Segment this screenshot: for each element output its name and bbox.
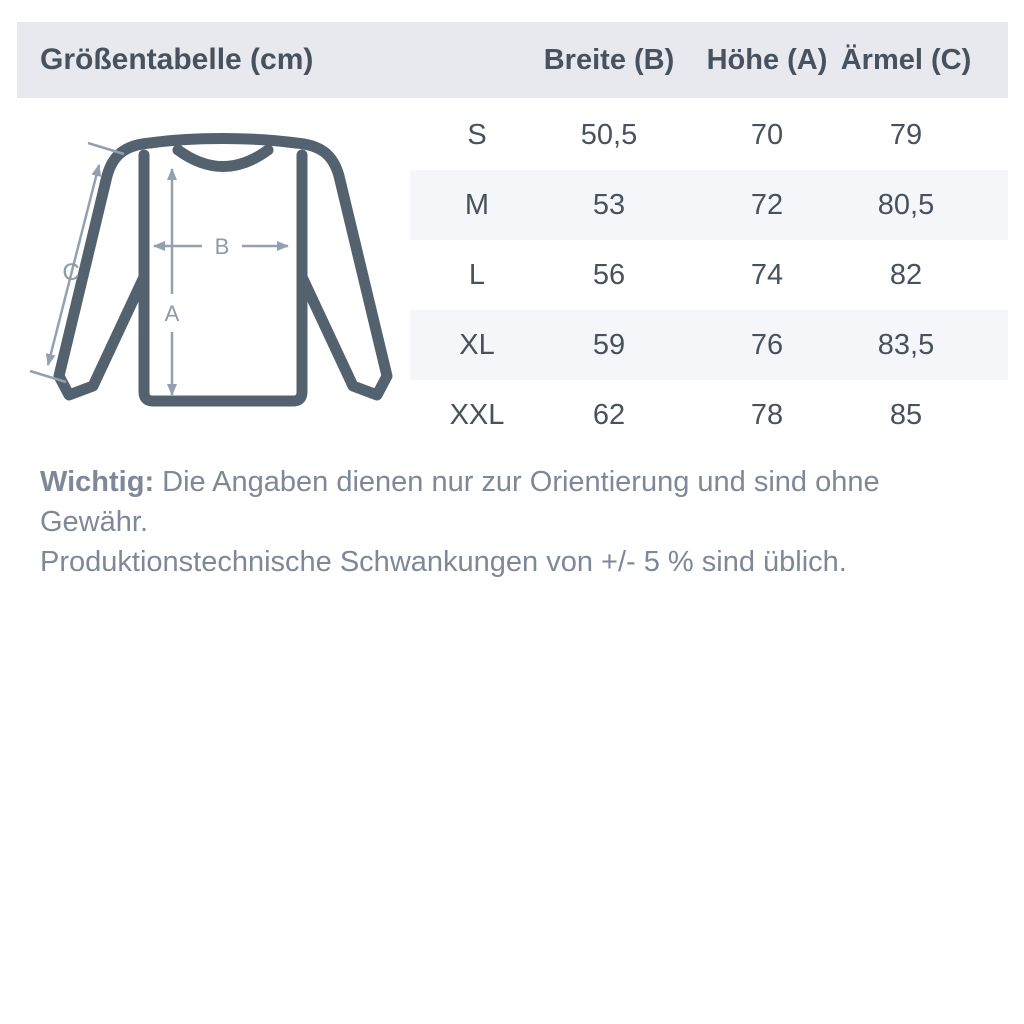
sweater-measurement-diagram — [20, 128, 420, 440]
cell-size: S — [467, 119, 487, 151]
cell-hoehe: 76 — [750, 329, 784, 361]
cell-size: M — [464, 189, 490, 221]
cell-breite: 50,5 — [580, 119, 638, 151]
cell-breite: 56 — [592, 259, 626, 291]
cell-hoehe: 72 — [750, 189, 784, 221]
table-row-l — [410, 240, 1008, 310]
disclaimer-note — [40, 462, 990, 582]
cell-hoehe: 78 — [750, 399, 784, 431]
column-header-breite: Breite (B) — [543, 44, 675, 76]
disclaimer-text-1: Die Angaben dienen nur zur Orientierung und sind ohne Gewähr. — [40, 466, 880, 538]
table-row-xl — [410, 310, 1008, 380]
cell-size: XXL — [449, 399, 505, 431]
cell-aermel: 82 — [889, 259, 923, 291]
column-header-hoehe: Höhe (A) — [706, 44, 828, 76]
cell-breite: 53 — [592, 189, 626, 221]
disclaimer-line-1 — [40, 462, 990, 542]
cell-breite: 59 — [592, 329, 626, 361]
sweater-diagram-icon — [20, 128, 420, 440]
disclaimer-prefix: Wichtig: — [40, 466, 155, 498]
cell-aermel: 80,5 — [877, 189, 935, 221]
measure-label-a: A — [164, 301, 180, 326]
cell-aermel: 79 — [889, 119, 923, 151]
cell-breite: 62 — [592, 399, 626, 431]
cell-aermel: 83,5 — [877, 329, 935, 361]
table-header-bar — [17, 22, 1008, 98]
cell-hoehe: 74 — [750, 259, 784, 291]
sweater-outline-icon — [59, 139, 387, 402]
disclaimer-line-2: Produktionstechnische Schwankungen von +/- 5 % sind üblich. — [40, 546, 847, 578]
table-row-s — [410, 100, 1008, 170]
cell-size: L — [468, 259, 486, 291]
measure-label-b: B — [214, 234, 230, 259]
table-row-m — [410, 170, 1008, 240]
table-row-xxl — [410, 380, 1008, 450]
cell-size: XL — [459, 329, 495, 361]
page-title: Größentabelle (cm) — [40, 43, 314, 76]
size-table — [410, 100, 1008, 450]
measure-label-c: C — [62, 259, 80, 286]
cell-hoehe: 70 — [750, 119, 784, 151]
cell-aermel: 85 — [889, 399, 923, 431]
column-header-aermel: Ärmel (C) — [840, 44, 972, 76]
